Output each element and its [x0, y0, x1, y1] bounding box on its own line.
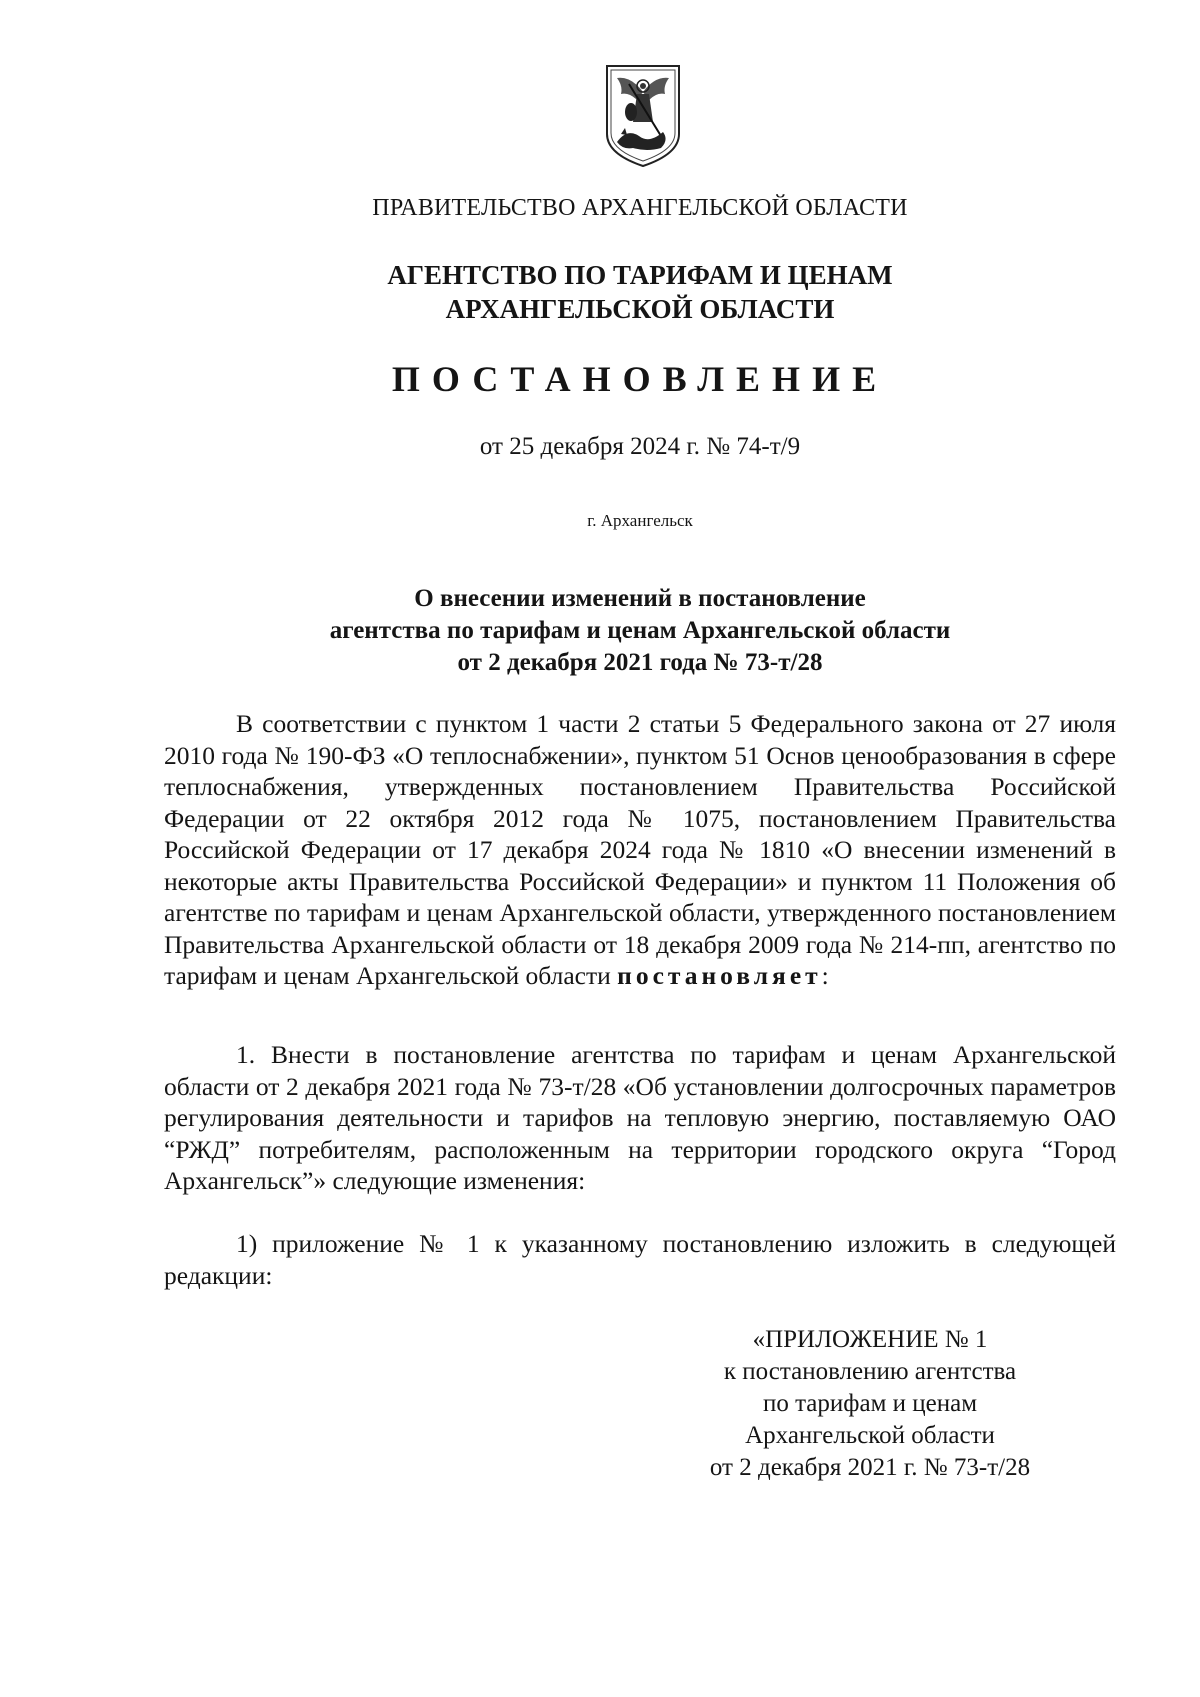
agency-name-line-1: АГЕНТСТВО ПО ТАРИФАМ И ЦЕНАМ [387, 260, 893, 290]
appendix-line-3: по тарифам и ценам [762, 1390, 978, 1417]
appendix-line-4: Архангельской области [745, 1422, 995, 1449]
decree-word: постановляет [617, 961, 822, 990]
item-1-paragraph: 1. Внести в постановление агентства по тарифам и ценам Архангельской области от 2 декабря 2021 года № 73-т/28 «Об установлении долгосрочных параметров регулирования деятельности и тарифов на тепловую энергию, поставляемую ОАО “РЖД” потребителям, расположенным на территории городского округа “Город Архангельск”» следующие изменения: [164, 1040, 1116, 1195]
document-city: г. Архангельск [587, 511, 693, 530]
subject-line-3: от 2 декабря 2021 года № 73-т/28 [457, 649, 823, 676]
decree-colon: : [821, 961, 829, 990]
appendix-line-2: к постановлению агентства [723, 1358, 1017, 1385]
preamble-paragraph [164, 708, 1116, 992]
government-name: ПРАВИТЕЛЬСТВО АРХАНГЕЛЬСКОЙ ОБЛАСТИ [372, 195, 908, 221]
appendix-header [670, 1324, 1070, 1484]
subject-line-1: О внесении изменений в постановление [414, 585, 866, 612]
agency-name [160, 258, 1120, 326]
item-1-1-paragraph: 1) приложение № 1 к указанному постановлению изложить в следующей редакции: [164, 1229, 1116, 1290]
preamble-text: В соответствии с пунктом 1 части 2 статьи 5 Федерального закона от 27 июля 2010 года № 190-ФЗ «О теплоснабжении», пунктом 51 Основ ценообразования в сфере теплоснабжения, утвержденных постановлением Правительства Российской Федерации от 22 октября 2012 года № 1075, постановлением Правительства Российской Федерации от 17 декабря 2024 года № 1810 «О внесении изменений в некоторые акты Правительства Российской Федерации» и пунктом 11 Положения об агентстве по тарифам и ценам Архангельской области, утвержденного постановлением Правительства Архангельской области от 18 декабря 2009 года № 214-пп, агентство по тарифам и ценам Архангельской области [164, 709, 1116, 990]
appendix-line-5: от 2 декабря 2021 г. № 73-т/28 [709, 1454, 1031, 1481]
document-date-number: от 25 декабря 2024 г. № 74-т/9 [479, 433, 801, 460]
subject-line-2: агентства по тарифам и ценам Архангельской области [329, 617, 951, 644]
appendix-line-1: «ПРИЛОЖЕНИЕ № 1 [752, 1326, 988, 1353]
document-type-title: ПОСТАНОВЛЕНИЕ [391, 359, 889, 399]
arkhangelsk-coat-of-arms-icon [603, 62, 683, 170]
document-subject [160, 583, 1120, 679]
agency-name-line-2: АРХАНГЕЛЬСКОЙ ОБЛАСТИ [445, 294, 835, 324]
